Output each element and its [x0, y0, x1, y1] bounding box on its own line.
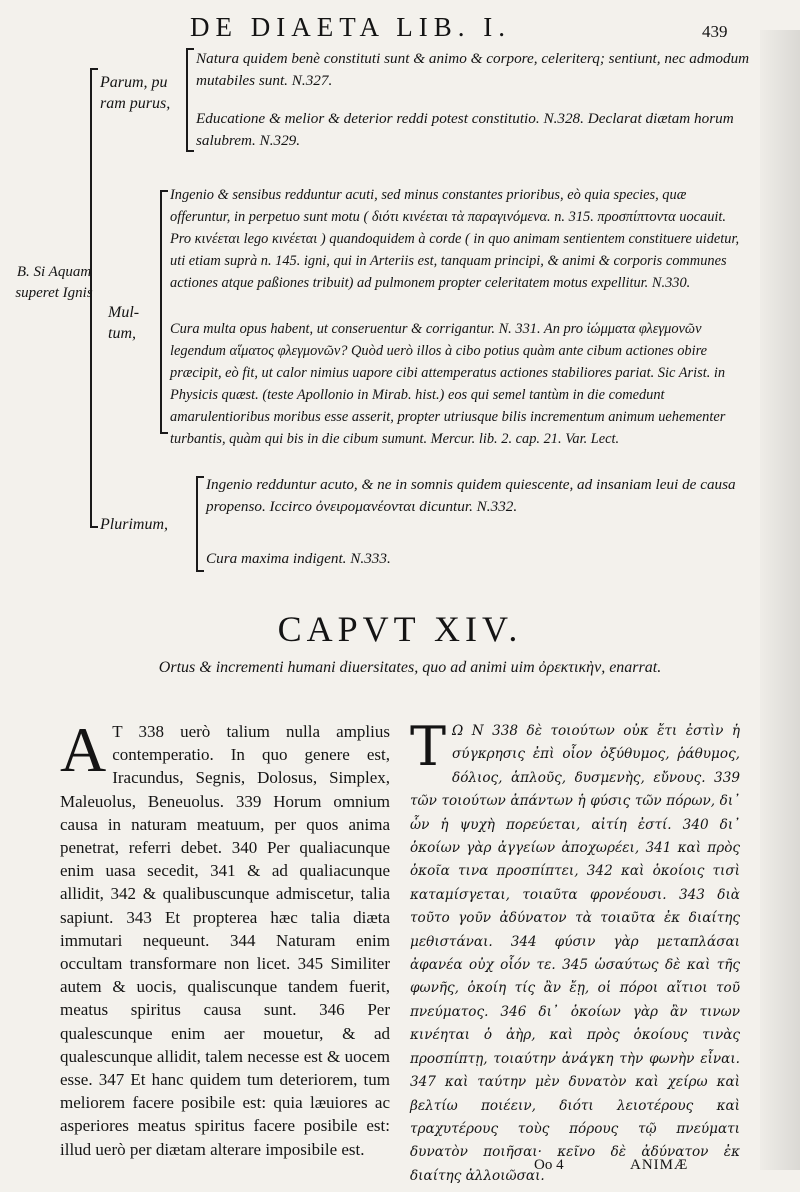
greek-column: [410, 715, 740, 1188]
parum-item-1: Natura quidem benè constituti sunt & animo & corpore, celeriterq; sentiunt, nec admodum mutabiles sunt. N.327.: [196, 50, 750, 89]
greek-drop-initial: Τ: [410, 715, 447, 778]
outline-root-text: B. Si Aquam superet Ignis: [15, 264, 93, 301]
parum-item-2: Educatione & melior & deterior reddi potest constitutio. N.328. Declarat diætam horum salubrem. N.329.: [196, 110, 734, 149]
greek-body-text: Ω Ν 338 δὲ τοιούτων οὐκ ἔτι ἐστὶν ἡ σύγκρησις ἐπὶ οἷον ὀξύθυμος, ῥάθυμος, δόλιος, ἁπλοῦς, δυσμενὴς, εὔνους. 339 τῶν τοιούτων ἁπάντων ἡ φύσις τῶν πόρων, δι᾽ ὧν ἡ ψυχὴ πορεύεται, αἰτίη ἐστί. 340 δι᾽ ὁκοίων γὰρ ἀγγείων ἀποχωρέει, 341 καὶ πρὸς ὁκοῖα τινα προσπίπτει, 342 καὶ ὁκοίοις τισὶ καταμίσγεται, τοιαῦτα φρονέουσι. 343 διὰ τοῦτο γοῦν ἀδύνατον τὰ τοιαῦτα ἐκ διαίτης μεθιστάναι. 344 φύσιν γὰρ μεταπλάσαι ἀφανέα οὐχ οἷόν τε. 345 ὡσαύτως δὲ καὶ τῆς φωνῆς, ὁκοίη τίς ἂν ἔῃ, οἱ πόροι αἴτιοι τοῦ πνεύματος. 346 δι᾽ ὁκοίων γὰρ ἂν τινων κινέηται ὁ ἀὴρ, καὶ πρὸς ὁκοίους τινὰς προσπίπτῃ, τοιαύτην ἀνάγκη τὴν φωνὴν εἶναι. 347 καὶ ταύτην μὲν δυνατὸν καὶ χείρω καὶ βελτίω ποιέειν, διότι λειοτέρους καὶ τραχυτέρους τοὺς πόρους τῷ πνεύματι δυνατὸν ποιῆσαι· κεῖνο δὲ ἀδύνατον ἐκ διαίτης ἀλλοιῶσαι.: [410, 723, 740, 1184]
catchword: ANIMÆ: [630, 1157, 689, 1173]
paper-bleed-shadow: [760, 30, 800, 1170]
parum-brace: [186, 48, 194, 152]
latin-body-text: T 338 uerò talium nulla amplius contemperatio. In quo genere est, Iracundus, Segnis, Dolosus, Simplex, Maleuolus, Beneuolus. 339 Horum omnium causa in naturam meatuum, per quos anima penetrat, referri debet. 340 Per qualiacunque enim uasa secedit, 341 & ad qualiacunque allidit, 342 & qualibuscunque admiscetur, talia sapiunt. 343 Et propterea hæc talia diæta immutari nequeunt. 344 Naturam enim occultam transformare non licet. 345 Similiter autem & uocis, qualiscunque tandem fuerit, meatus spiritus causa sunt. 346 Per qualescunque enim aer mouetur, & ad qualescunque allidit, talem necesse est & uocem esse. 347 Et hanc quidem tum deteriorem, tum meliorem facere posibile est: quia læuiores ac asperiores meatus spiritus facere posibile est: illud uerò per diætam alterare imposibile est.: [60, 722, 390, 1159]
multum-label: Mul- tum,: [108, 304, 140, 342]
multum-item-1: Ingenio & sensibus redduntur acuti, sed minus constantes prioribus, eò quia species, quæ offeruntur, in perpetuo sunt motu ( διότι κινέεται τὰ παραγινόμενα. n. 315. προσπίπτοντα uocauit. Pro κινέεται lego κινέεται ) quandoquidem à corde ( in quo animam sentientem constituere uidetur, uti etiam suprà n. 145. igni, qui in Arteriis est, tanquam principi, & animi & corporis communes actiones atque paßiones tribuit) ad pulmonem propter celeritatem motus expellitur. N.330.: [170, 187, 740, 291]
outline-root-label: [14, 262, 94, 304]
plurimum-label: Plurimum,: [100, 516, 168, 533]
latin-column: [60, 714, 390, 1161]
chapter-subtitle: Ortus & incrementi humani diuersitates, quo ad animi uim ὀρεκτικὴν, enarrat.: [158, 659, 662, 676]
root-bracket: [90, 68, 98, 528]
multum-brace: [160, 190, 168, 434]
parum-label: Parum, pu ram purus,: [100, 74, 171, 112]
chapter-title: CAPVT XIV.: [277, 609, 523, 649]
signature-mark: Oo 4: [534, 1157, 564, 1173]
running-head: DE DIAETA LIB. I.: [190, 12, 512, 42]
latin-drop-initial: A: [60, 714, 107, 785]
plurimum-item-2: Cura maxima indigent. N.333.: [206, 550, 391, 567]
page-number: 439: [702, 22, 728, 41]
plurimum-brace: [196, 476, 204, 572]
multum-item-2: Cura multa opus habent, ut conseruentur & corrigantur. N. 331. An pro ἰώμματα φλεγμονῶν legendum αἵματος φλεγμονῶν? Quòd uerò illos à cibo potius quàm ante cibum actiones obire præcipit, eò fit, ut calor nimius uapore cibi attemperatus actiones stabiliores pariat. Sic Arist. in Physicis quæst. (teste Apollonio in Mirab. hist.) eos qui semel tantùm in die comedunt amarulentioribus moribus esse asserit, propter utriusque bilis incrementum animum uehementer turbantis, quàm qui bis in die cibum sumunt. Mercur. lib. 2. cap. 21. Var. Lect.: [170, 321, 726, 447]
plurimum-item-1: Ingenio redduntur acuto, & ne in somnis quidem quiescente, ad insaniam leui de causa propenso. Iccirco ὀνειρομανέονται dicuntur. N.332.: [206, 476, 736, 515]
